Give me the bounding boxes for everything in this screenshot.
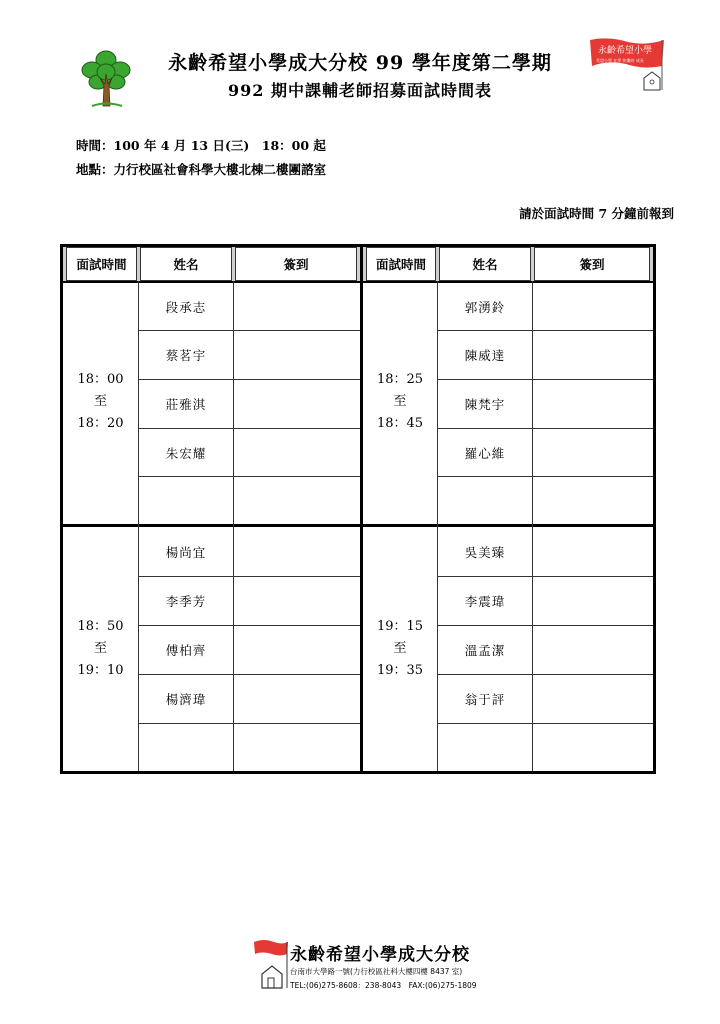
time-range bbox=[363, 616, 437, 682]
header-time-left: 面試時間 bbox=[66, 247, 137, 281]
time-to: 至 bbox=[93, 641, 107, 656]
time-start: 18：25 bbox=[376, 372, 424, 387]
red-flag-icon bbox=[588, 36, 668, 92]
candidate-name: 羅心維 bbox=[464, 445, 506, 461]
header-sign-right: 簽到 bbox=[534, 247, 650, 281]
time-start: 19：15 bbox=[376, 619, 424, 634]
logo-text: 永齡希望小學 bbox=[598, 46, 653, 56]
candidate-name: 楊濟瑋 bbox=[165, 692, 207, 707]
candidate-name: 朱宏耀 bbox=[165, 445, 207, 461]
footer-contact: TEL:(06)275-8608：238-8043 FAX:(06)275-1809 bbox=[290, 981, 477, 990]
name-column-line-right bbox=[532, 281, 533, 771]
time-end: 18：45 bbox=[376, 416, 424, 431]
tree-icon bbox=[78, 46, 134, 108]
name-column-line-left bbox=[233, 281, 234, 771]
time-range bbox=[363, 369, 437, 435]
header-time-right: 面試時間 bbox=[366, 247, 436, 281]
candidate-name: 莊雅淇 bbox=[165, 397, 207, 412]
arrival-notice: 請於面試時間 7 分鐘前報到 bbox=[519, 206, 674, 221]
candidate-name: 李季芳 bbox=[165, 594, 207, 609]
header-sign-left: 簽到 bbox=[235, 247, 357, 281]
footer-address: 台南市大學路一號(力行校區社科大樓四樓 8437 室) bbox=[290, 967, 463, 976]
header-name-right: 姓名 bbox=[439, 247, 531, 281]
candidate-name: 蔡茗宇 bbox=[165, 348, 207, 363]
interview-time: 時間：100 年 4 月 13 日(三) 18：00 起 bbox=[76, 138, 326, 153]
footer-title: 永齡希望小學成大分校 bbox=[290, 945, 470, 965]
interview-location: 地點：力行校區社會科學大樓北棟二樓團諮室 bbox=[76, 162, 327, 177]
footer-flag-icon bbox=[254, 940, 288, 956]
candidate-name: 陳威達 bbox=[464, 348, 506, 363]
candidate-name: 楊尚宜 bbox=[165, 544, 207, 560]
candidate-name: 翁于評 bbox=[464, 692, 506, 707]
candidate-name: 郭湧鈴 bbox=[464, 299, 506, 315]
logo-subtext: 希望小學 在學 快樂的 成長 bbox=[596, 58, 644, 63]
time-start: 18：00 bbox=[77, 372, 124, 387]
candidate-name: 陳梵宇 bbox=[464, 397, 506, 412]
time-range bbox=[63, 616, 138, 682]
time-to: 至 bbox=[393, 641, 407, 656]
schedule-table bbox=[60, 244, 656, 774]
candidate-name: 吳美臻 bbox=[464, 544, 506, 560]
candidate-name: 李震瑋 bbox=[464, 594, 506, 609]
header-name-left: 姓名 bbox=[140, 247, 232, 281]
candidate-name: 溫孟潔 bbox=[464, 643, 506, 658]
slot-line bbox=[138, 723, 360, 724]
slot-line bbox=[437, 476, 653, 477]
house-icon bbox=[262, 966, 282, 988]
time-end: 18：20 bbox=[77, 416, 124, 431]
page-subtitle: 992 期中課輔老師招募面試時間表 bbox=[228, 81, 492, 100]
time-start: 18：50 bbox=[77, 619, 124, 634]
slot-line bbox=[138, 476, 360, 477]
candidate-name: 傅柏齊 bbox=[165, 643, 207, 658]
slot-line bbox=[437, 723, 653, 724]
page-title: 永齡希望小學成大分校 99 學年度第二學期 bbox=[168, 52, 552, 74]
candidate-name: 段承志 bbox=[165, 299, 207, 315]
time-end: 19：35 bbox=[376, 663, 424, 678]
time-range bbox=[63, 369, 138, 435]
column-divider bbox=[360, 247, 363, 771]
time-end: 19：10 bbox=[77, 663, 124, 678]
time-to: 至 bbox=[93, 394, 107, 409]
time-to: 至 bbox=[393, 394, 407, 409]
